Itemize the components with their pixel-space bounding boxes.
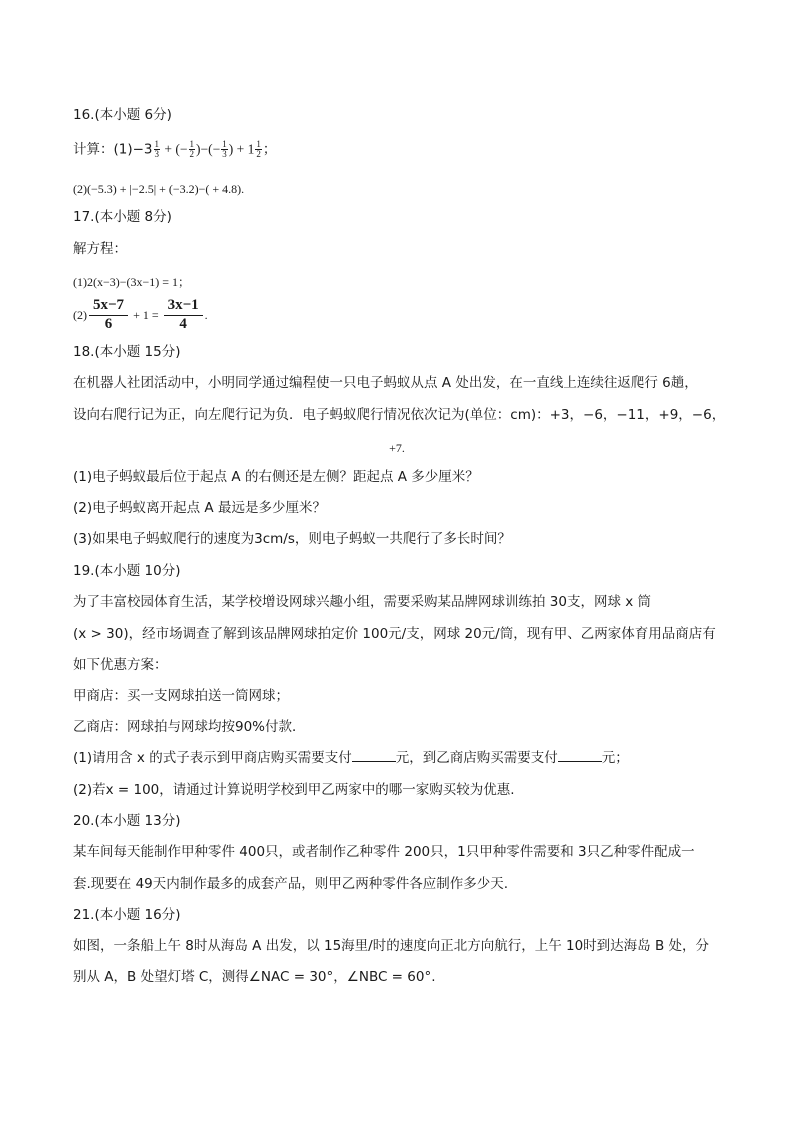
q20-header: 20.(本小题 13分) <box>73 813 181 829</box>
q18-body-line2: 设向右爬行记为正，向左爬行记为负．电子蚂蚁爬行情况依次记为(单位：cm)：+3，−6，−11，+9，−6， <box>73 407 726 423</box>
q19-shop-a: 甲商店：买一支网球拍送一筒网球； <box>73 688 289 704</box>
q18-sub2: (2)电子蚂蚁离开起点 A 最远是多少厘米？ <box>73 500 326 516</box>
q17-part1: (1)2(x−3)−(3x−1) = 1； <box>73 275 191 289</box>
q16-part2: (2)(−5.3) + |−2.5| + (−3.2)−( + 4.8). <box>73 182 245 196</box>
answer-blank <box>352 749 396 762</box>
q19-body-line1: 为了丰富校园体育生活，某学校增设网球兴趣小组，需要采购某品牌网球训练拍 30支，网球 x 筒 <box>73 594 652 610</box>
fraction: $\frac{1}{2}$ <box>256 139 261 159</box>
q21-body-line2: 别从 A，B 处望灯塔 C，测得∠NAC = 30°，∠NBC = 60°. <box>73 969 436 985</box>
q18-header: 18.(本小题 15分) <box>73 344 181 360</box>
q19-sub1: (1)请用含 x 的式子表示到甲商店购买需要支付 元，到乙商店购买需要支付 元； <box>73 750 629 766</box>
q18-body-line3: +7. <box>389 441 405 455</box>
fraction: $\frac{3x-1}{4}$ <box>164 298 203 333</box>
q19-body-line3: 如下优惠方案： <box>73 657 168 673</box>
q17-header: 17.(本小题 8分) <box>73 209 172 225</box>
q17-part2: (2) $\frac{5x-7}{6}$ + 1 = $\frac{3x-1}{4}$ . <box>73 296 208 332</box>
q20-body-line2: 套.现要在 49天内制作最多的成套产品，则甲乙两种零件各应制作多少天. <box>73 876 509 892</box>
fraction: $\frac{5x-7}{6}$ <box>89 298 128 333</box>
q18-sub3: (3)如果电子蚂蚁爬行的速度为3cm/s，则电子蚂蚁一共爬行了多长时间？ <box>73 531 511 547</box>
q16-header: 16.(本小题 6分) <box>73 107 172 123</box>
fraction: $\frac{1}{3}$ <box>222 139 227 159</box>
q18-body-line1: 在机器人社团活动中，小明同学通过编程使一只电子蚂蚁从点 A 处出发，在一直线上连续往返爬行 6趟， <box>73 375 698 391</box>
q20-body-line1: 某车间每天能制作甲种零件 400只，或者制作乙种零件 200只，1只甲种零件需要和 3只乙种零件配成一 <box>73 844 695 860</box>
answer-blank <box>558 749 602 762</box>
q19-header: 19.(本小题 10分) <box>73 563 181 579</box>
fraction: $\frac{1}{3}$ <box>154 139 160 159</box>
q21-header: 21.(本小题 16分) <box>73 907 181 923</box>
q19-body-line2: (x > 30)，经市场调查了解到该品牌网球拍定价 100元/支，网球 20元/筒，现有甲、乙两家体育用品商店有 <box>73 626 716 642</box>
q16-part1-lead: 计算：(1)−3 <box>73 141 153 158</box>
q16-part1: 计算：(1)−3 $\frac{1}{3}$ + (− $\frac{1}{2}$ )−(− $\frac{1}{3}$ ) + 1 $\frac{1}{2}$ ； <box>73 139 277 159</box>
q19-shop-b: 乙商店：网球拍与网球均按90%付款． <box>73 719 306 735</box>
fraction: $\frac{1}{2}$ <box>189 139 195 159</box>
q17-intro: 解方程： <box>73 241 127 257</box>
q19-sub2: (2)若x = 100，请通过计算说明学校到甲乙两家中的哪一家购买较为优惠. <box>73 782 515 798</box>
q21-body-line1: 如图，一条船上午 8时从海岛 A 出发，以 15海里/时的速度向正北方向航行，上午 10时到达海岛 B 处，分 <box>73 938 710 954</box>
q18-sub1: (1)电子蚂蚁最后位于起点 A 的右侧还是左侧？距起点 A 多少厘米？ <box>73 469 479 485</box>
